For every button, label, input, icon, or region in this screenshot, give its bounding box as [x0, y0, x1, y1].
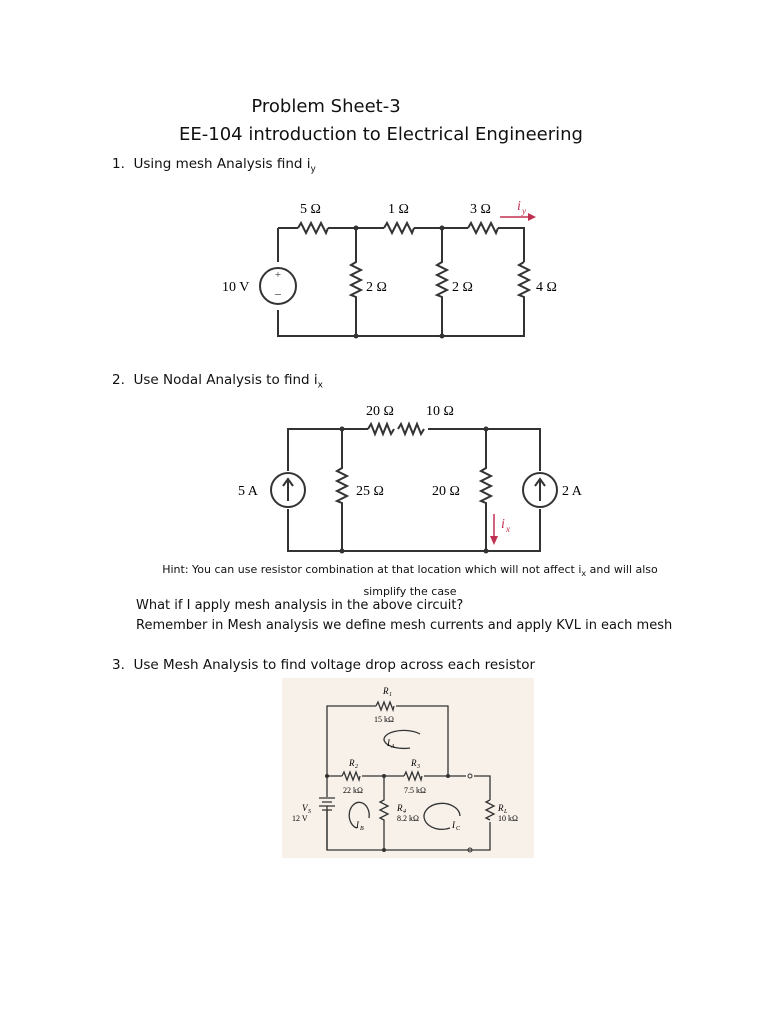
course-title: EE-104 introduction to Electrical Engineering [179, 124, 583, 145]
r-top-2: 1 Ω [388, 202, 409, 217]
svg-text:R: R [397, 803, 403, 813]
svg-text:8.2 kΩ: 8.2 kΩ [397, 814, 419, 823]
problem-number: 2. [112, 372, 125, 388]
svg-text:I: I [387, 738, 390, 748]
source-label: 10 V [222, 280, 250, 295]
svg-text:S: S [308, 809, 311, 815]
current-ix-label: i [501, 517, 505, 532]
current-iy-sub: y [522, 206, 526, 216]
problem-subscript: y [310, 164, 316, 175]
current-iy-label: i [517, 199, 521, 214]
current-ix-sub: x [506, 524, 510, 534]
r-shunt-3: 4 Ω [536, 280, 557, 295]
svg-text:A: A [391, 744, 395, 750]
page-title: Problem Sheet-3 [251, 96, 401, 117]
note-mesh-question: What if I apply mesh analysis in the above circuit? [136, 598, 464, 613]
right-source-label: 2 A [562, 484, 582, 499]
svg-text:I: I [356, 820, 359, 830]
problem-text: Using mesh Analysis find i [133, 156, 311, 172]
r-shunt-2: 20 Ω [432, 484, 460, 499]
svg-text:C: C [456, 826, 461, 832]
svg-text:22 kΩ: 22 kΩ [343, 786, 363, 795]
svg-text:V: V [302, 803, 308, 813]
svg-text:I: I [452, 820, 455, 830]
svg-text:4: 4 [403, 809, 406, 815]
svg-text:+: + [274, 269, 282, 281]
problem-number: 3. [112, 657, 125, 673]
left-source-label: 5 A [238, 484, 258, 499]
svg-text:L: L [504, 809, 508, 815]
svg-text:7.5 kΩ: 7.5 kΩ [404, 786, 426, 795]
svg-text:R: R [411, 758, 417, 768]
problem-text: Use Mesh Analysis to find voltage drop across each resistor [133, 657, 536, 673]
note-mesh-reminder: Remember in Mesh analysis we define mesh currents and apply KVL in each mesh [136, 618, 673, 633]
problem-subscript: x [317, 380, 323, 391]
r-shunt-1: 2 Ω [366, 280, 387, 295]
svg-text:R: R [383, 686, 389, 696]
svg-text:12 V: 12 V [292, 814, 308, 823]
svg-text:1: 1 [389, 692, 392, 698]
r-shunt-2: 2 Ω [452, 280, 473, 295]
r-top-1: 20 Ω [366, 404, 394, 419]
svg-text:R: R [349, 758, 355, 768]
svg-text:2: 2 [355, 764, 358, 770]
svg-text:10 kΩ: 10 kΩ [498, 814, 518, 823]
r-top-2: 10 Ω [426, 404, 454, 419]
r-shunt-1: 25 Ω [356, 484, 384, 499]
r-top-1: 5 Ω [300, 202, 321, 217]
svg-text:R: R [498, 803, 504, 813]
svg-text:−: − [274, 287, 282, 302]
problem-text: Use Nodal Analysis to find i [133, 372, 318, 388]
hint-text: Hint: You can use resistor combination at that location which will not affect $i_x$ and will also simplify the case [162, 563, 658, 599]
svg-text:B: B [360, 826, 364, 832]
r-top-3: 3 Ω [470, 202, 491, 217]
svg-text:15 kΩ: 15 kΩ [374, 715, 394, 724]
svg-text:3: 3 [417, 764, 420, 770]
problem-number: 1. [112, 156, 125, 172]
